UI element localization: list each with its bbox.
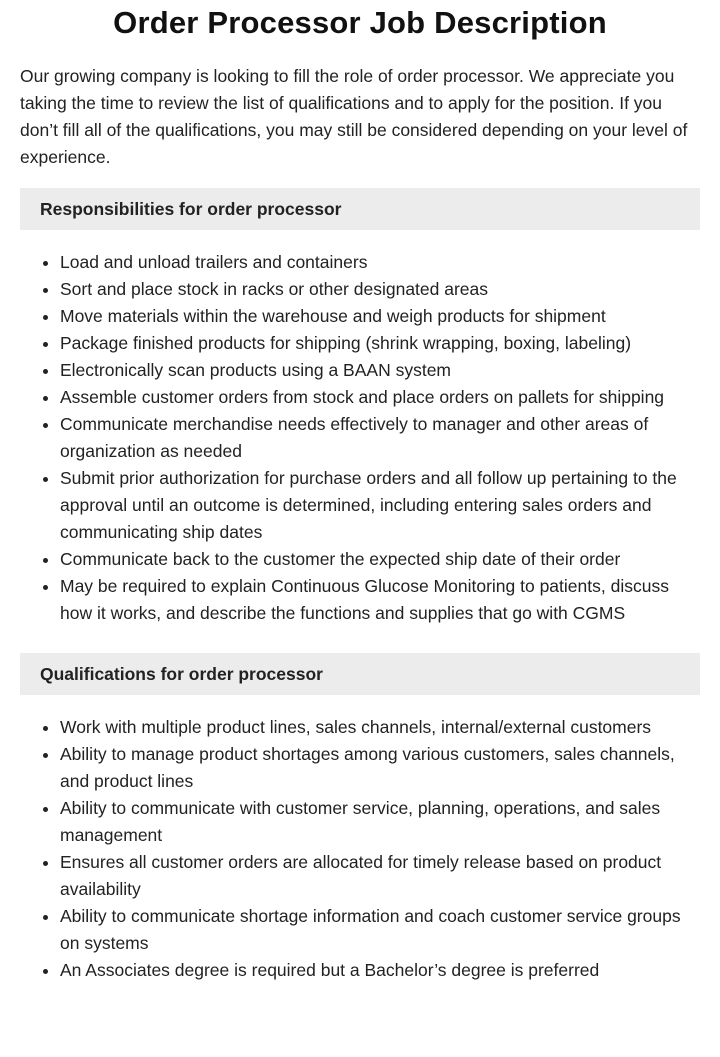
list-item: • Ability to communicate shortage information and coach customer service groups on systems <box>60 903 700 957</box>
list-item: • May be required to explain Continuous Glucose Monitoring to patients, discuss how it works, and describe the functions and supplies that go with CGMS <box>60 573 700 627</box>
page-title: Order Processor Job Description <box>113 5 607 40</box>
list-item: • Assemble customer orders from stock and place orders on pallets for shipping <box>60 384 700 411</box>
list-item: • Move materials within the warehouse and weigh products for shipment <box>60 303 700 330</box>
list-item: • Communicate merchandise needs effectively to manager and other areas of organization as needed <box>60 411 700 465</box>
list-item: • Ensures all customer orders are allocated for timely release based on product availability <box>60 849 700 903</box>
list-item: • Load and unload trailers and containers <box>60 249 700 276</box>
list-item: • Submit prior authorization for purchase orders and all follow up pertaining to the approval until an outcome is determined, including entering sales orders and communicating ship dates <box>60 465 700 546</box>
list-item: • An Associates degree is required but a Bachelor’s degree is preferred <box>60 957 700 984</box>
list-item: • Package finished products for shipping (shrink wrapping, boxing, labeling) <box>60 330 700 357</box>
responsibilities-heading: Responsibilities for order processor <box>20 188 700 230</box>
list-item: • Communicate back to the customer the expected ship date of their order <box>60 546 700 573</box>
list-item: • Ability to communicate with customer service, planning, operations, and sales management <box>60 795 700 849</box>
list-item: • Sort and place stock in racks or other designated areas <box>60 276 700 303</box>
list-item: • Work with multiple product lines, sales channels, internal/external customers <box>60 714 700 741</box>
qualifications-heading: Qualifications for order processor <box>20 653 700 695</box>
section-spacer <box>20 627 700 636</box>
list-item: • Ability to manage product shortages among various customers, sales channels, and product lines <box>60 741 700 795</box>
qualifications-list <box>20 714 700 984</box>
intro-paragraph: Our growing company is looking to fill the role of order processor. We appreciate you taking the time to review the list of qualifications and to apply for the position. If you don’t fill all of the qualifications, you may still be considered depending on your level of experience. <box>20 66 688 167</box>
responsibilities-list <box>20 249 700 627</box>
list-item: • Electronically scan products using a BAAN system <box>60 357 700 384</box>
